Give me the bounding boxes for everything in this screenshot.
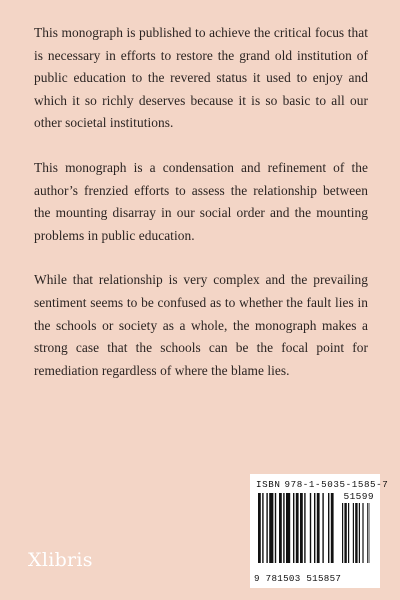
isbn-line xyxy=(256,479,389,490)
publisher-logo: Xlibris xyxy=(28,549,93,571)
blurb-paragraph-3: While that relationship is very complex and the prevailing sentiment seems to be confused as to whether the fault lies in the schools or society as a whole, the monograph makes a strong case that the schools can be the focal point for remediation regardless of where the blame lies. xyxy=(34,272,368,378)
addon-barcode-bar xyxy=(342,503,343,563)
barcode-bar xyxy=(258,493,261,563)
barcode-bar xyxy=(304,493,305,563)
addon-barcode-bar xyxy=(359,503,360,563)
blurb-paragraph-1: This monograph is published to achieve the critical focus that is necessary in efforts to restore the grand old institution of public education to the revered status it used to enjoy and which it so richly deserves because it is so basic to all our other societal institutions. xyxy=(34,25,368,131)
barcode-bar xyxy=(328,493,329,563)
barcode-bar xyxy=(279,493,282,563)
barcode-bar xyxy=(310,493,311,563)
back-cover-blurb xyxy=(34,22,368,404)
barcode-bars xyxy=(258,493,370,569)
barcode-digits: 9 781503 515857 xyxy=(254,573,342,584)
isbn-number: 978-1-5035-1585-7 xyxy=(284,479,389,490)
barcode-bar xyxy=(314,493,315,563)
addon-barcode-bar xyxy=(362,503,363,563)
barcode-bar xyxy=(322,493,323,563)
blurb-paragraph-2: This monograph is a condensation and refinement of the author’s frenzied efforts to assess the relationship between the mounting disarray in our social order and the mounting problems in public education. xyxy=(34,159,368,243)
barcode-bar xyxy=(269,493,273,563)
barcode-bar xyxy=(293,493,294,563)
barcode-bar xyxy=(317,493,320,563)
barcode-bar xyxy=(266,493,267,563)
addon-barcode-bar xyxy=(344,503,346,563)
barcode-bar xyxy=(283,493,284,563)
barcode-bar xyxy=(331,493,334,563)
barcode-bar xyxy=(300,493,303,563)
addon-barcode-bar xyxy=(355,503,357,563)
barcode-bar xyxy=(286,493,290,563)
addon-barcode-bar xyxy=(353,503,354,563)
barcode-bar xyxy=(296,493,299,563)
addon-barcode-bar xyxy=(348,503,349,563)
isbn-label: ISBN xyxy=(256,479,281,490)
barcode-bar xyxy=(262,493,263,563)
price-code: 51599 xyxy=(343,491,374,502)
barcode-bar xyxy=(275,493,276,563)
addon-barcode-bar xyxy=(367,503,368,563)
isbn-barcode xyxy=(250,474,389,588)
